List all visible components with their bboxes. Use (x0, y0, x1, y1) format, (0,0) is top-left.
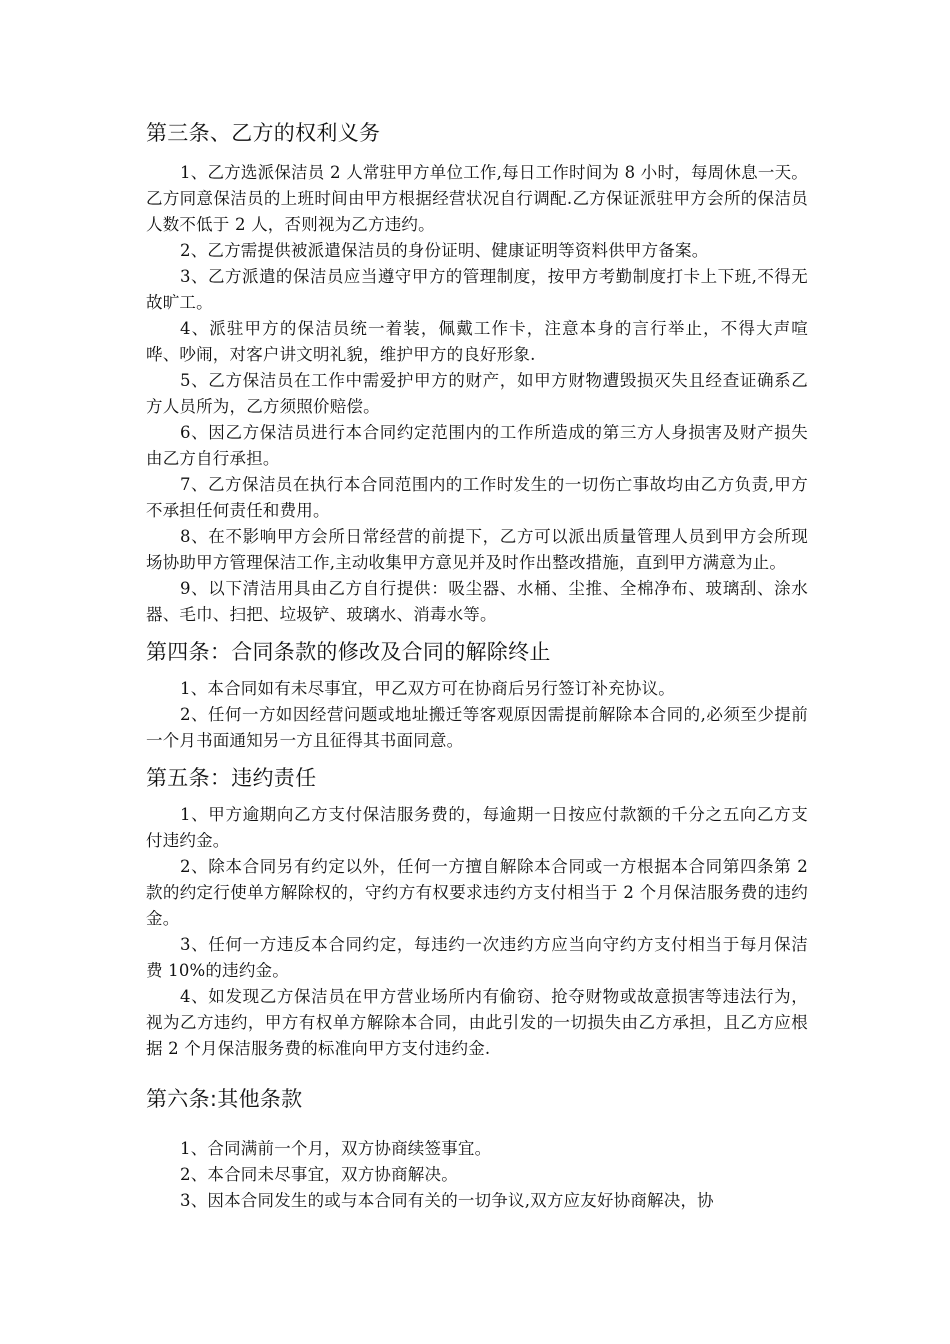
document-body (146, 118, 808, 1214)
clause-3-2: 2、乙方需提供被派遣保洁员的身份证明、健康证明等资料供甲方备案。 (180, 241, 709, 260)
clause-6-1: 1、合同满前一个月，双方协商续签事宜。 (180, 1139, 492, 1158)
clause-4-1: 1、本合同如有未尽事宜，甲乙双方可在协商后另行签订补充协议。 (180, 679, 675, 698)
clause-3-6: 6、因乙方保洁员进行本合同约定范围内的工作所造成的第三方人身损害及财产损失由乙方自行承担。 (146, 423, 808, 468)
section-title-5: 第五条：违约责任 (146, 766, 317, 790)
clause-3-7: 7、乙方保洁员在执行本合同范围内的工作时发生的一切伤亡事故均由乙方负责,甲方不承担任何责任和费用。 (146, 475, 808, 520)
clause-3-5: 5、乙方保洁员在工作中需爱护甲方的财产，如甲方财物遭毁损灭失且经查证确系乙方人员所为，乙方须照价赔偿。 (146, 371, 808, 416)
clause-5-2: 2、除本合同另有约定以外，任何一方擅自解除本合同或一方根据本合同第四条第 2 款的约定行使单方解除权的，守约方有权要求违约方支付相当于 2 个月保洁服务费的违约金。 (146, 857, 808, 928)
clause-3-9: 9、以下清洁用具由乙方自行提供：吸尘器、水桶、尘推、全棉净布、玻璃刮、涂水器、毛巾、扫把、垃圾铲、玻璃水、消毒水等。 (146, 579, 808, 624)
clause-5-4: 4、如发现乙方保洁员在甲方营业场所内有偷窃、抢夺财物或故意损害等违法行为，视为乙方违约，甲方有权单方解除本合同，由此引发的一切损失由乙方承担，且乙方应根据 2 个月保洁服务费的标准向甲方支付违约金. (146, 987, 808, 1058)
clause-5-1: 1、甲方逾期向乙方支付保洁服务费的，每逾期一日按应付款额的千分之五向乙方支付违约金。 (146, 805, 808, 850)
clause-3-3: 3、乙方派遣的保洁员应当遵守甲方的管理制度，按甲方考勤制度打卡上下班,不得无故旷工。 (146, 267, 808, 312)
clause-6-2: 2、本合同未尽事宜，双方协商解决。 (180, 1165, 458, 1184)
section-title-4: 第四条：合同条款的修改及合同的解除终止 (146, 640, 551, 664)
clause-3-4: 4、派驻甲方的保洁员统一着装，佩戴工作卡，注意本身的言行举止，不得大声喧哗、吵闹，对客户讲文明礼貌，维护甲方的良好形象. (146, 319, 808, 364)
clause-3-8: 8、在不影响甲方会所日常经营的前提下，乙方可以派出质量管理人员到甲方会所现场协助甲方管理保洁工作,主动收集甲方意见并及时作出整改措施，直到甲方满意为止。 (146, 527, 808, 572)
section-title-6: 第六条:其他条款 (146, 1087, 303, 1111)
section-title-3: 第三条、乙方的权利义务 (146, 121, 381, 145)
clause-3-1: 1、乙方选派保洁员 2 人常驻甲方单位工作,每日工作时间为 8 小时，每周休息一天。乙方同意保洁员的上班时间由甲方根据经营状况自行调配.乙方保证派驻甲方会所的保洁员人数不低于 2 人，否则视为乙方违约。 (146, 163, 808, 234)
clause-4-2: 2、任何一方如因经营问题或地址搬迁等客观原因需提前解除本合同的,必须至少提前一个月书面通知另一方且征得其书面同意。 (146, 705, 808, 750)
clause-6-3: 3、因本合同发生的或与本合同有关的一切争议,双方应友好协商解决，协 (180, 1191, 714, 1210)
clause-5-3: 3、任何一方违反本合同约定，每违约一次违约方应当向守约方支付相当于每月保洁费 10%的违约金。 (146, 935, 808, 980)
